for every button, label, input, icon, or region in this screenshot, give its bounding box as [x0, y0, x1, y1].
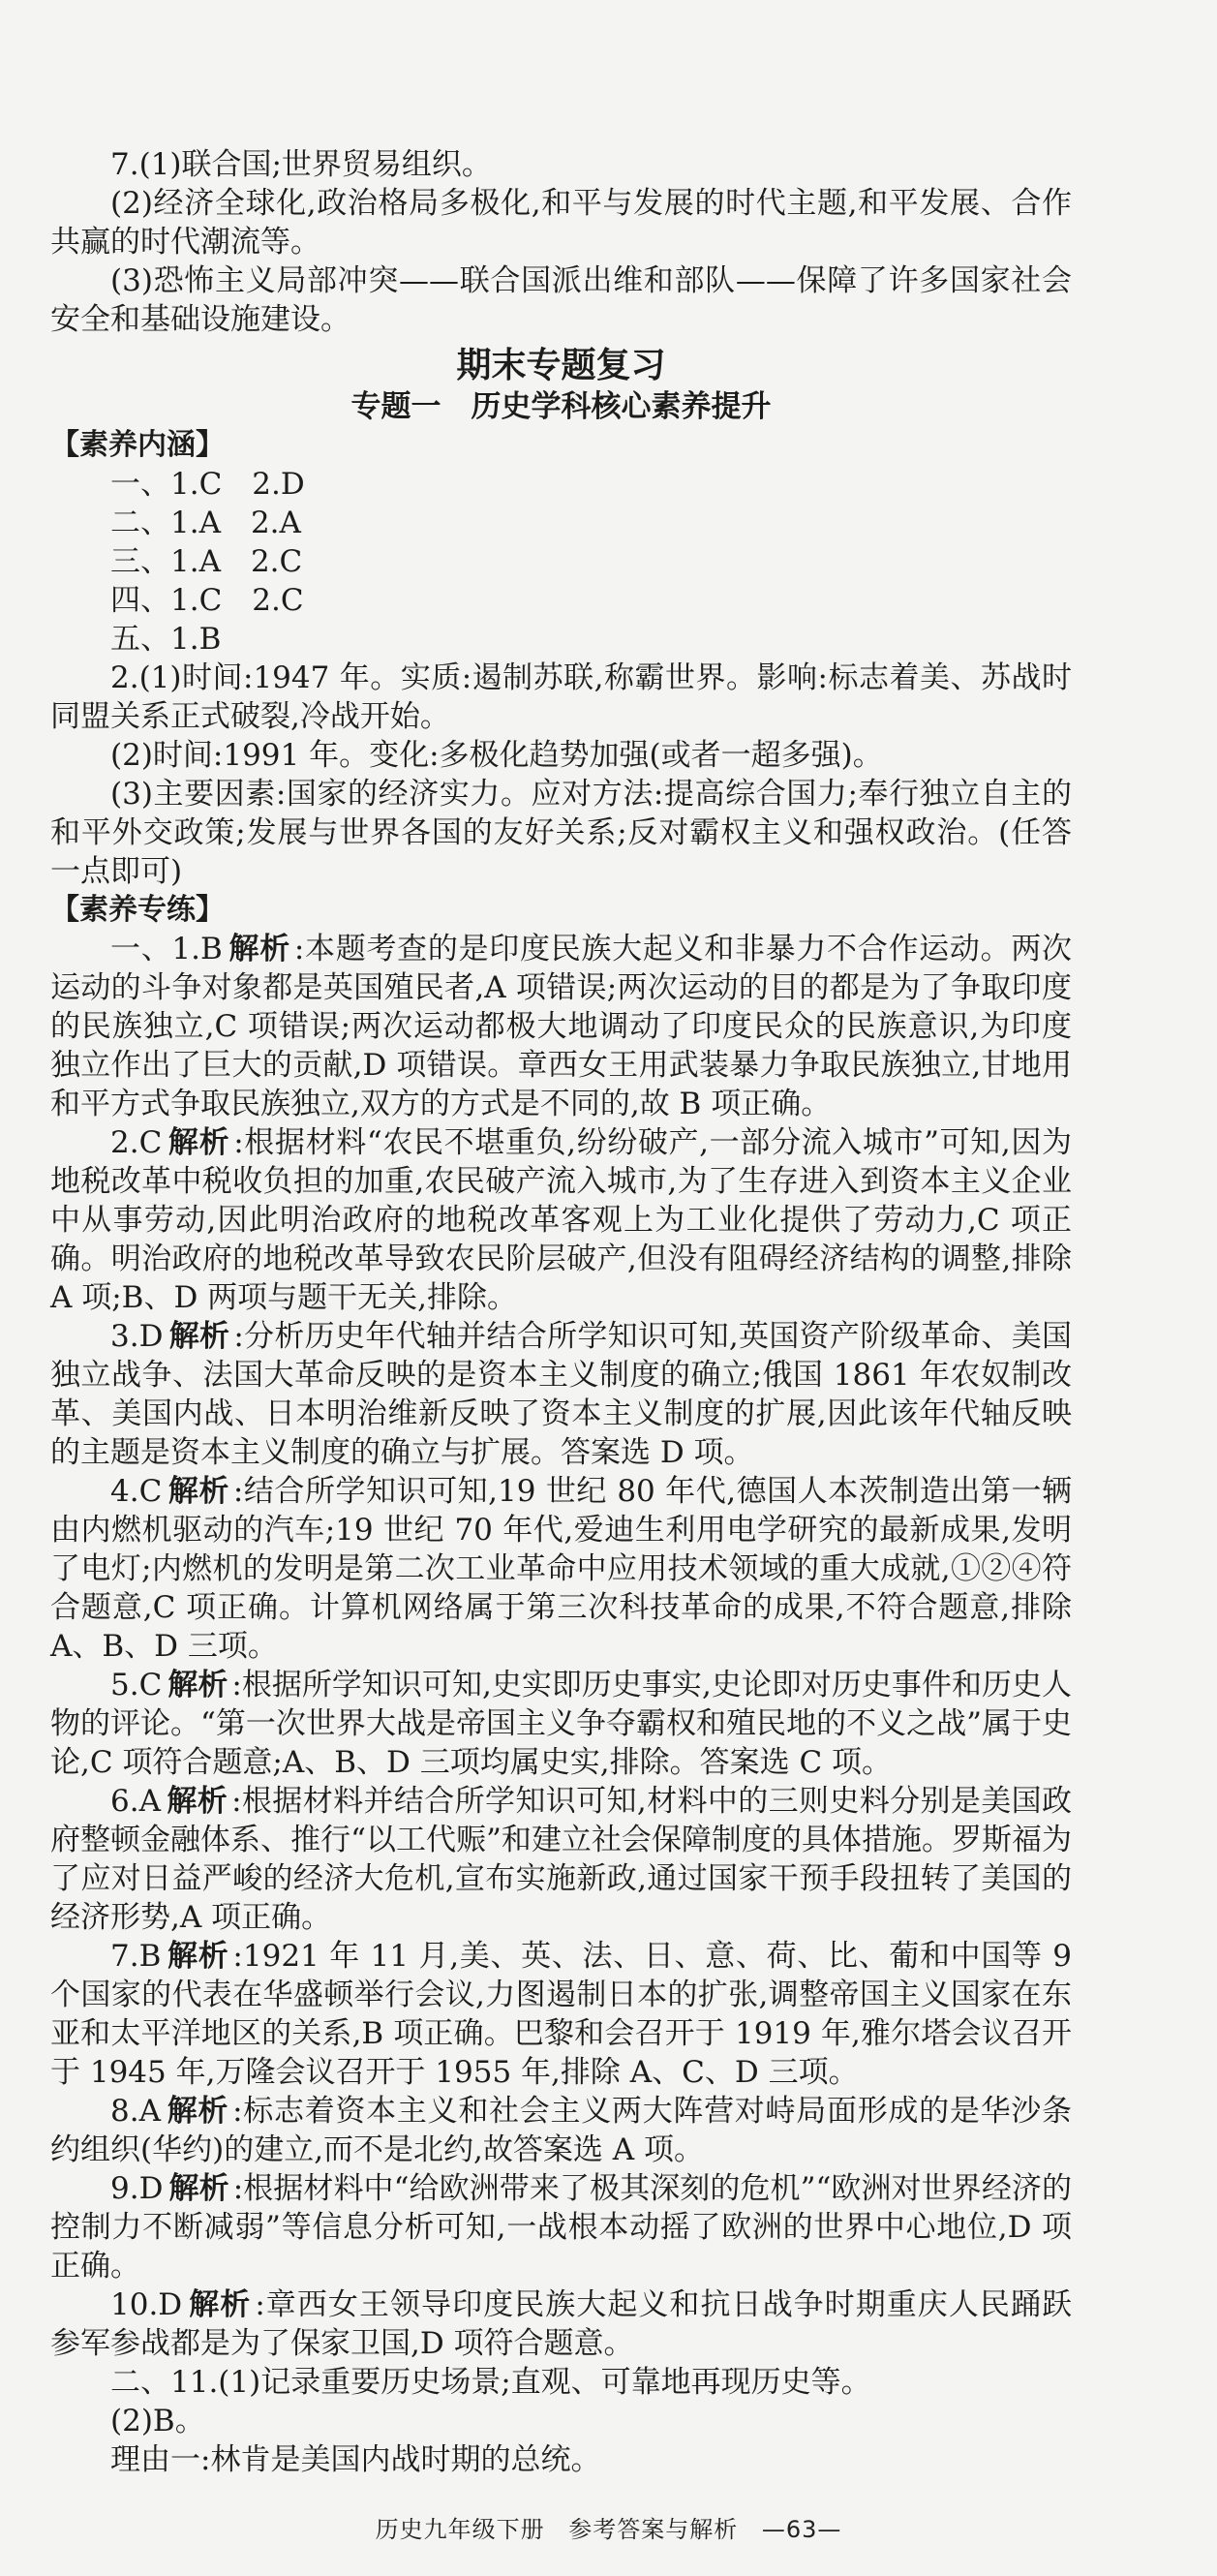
analysis-keyword: 解析: [168, 2171, 229, 2206]
answer-11-2: (2)B。: [110, 2404, 205, 2438]
analysis-keyword: 解析: [168, 1319, 230, 1354]
item-explanation: :章西女王领导印度民族大起义和抗日战争时期重庆人民踊跃参军参战都是为了保家卫国,D 项符合题意。: [50, 2287, 1073, 2361]
practice-item: [50, 1937, 1072, 2092]
analysis-keyword: 解析: [167, 1474, 229, 1509]
answer-11-1: 二、11.(1)记录重要历史场景;直观、可靠地再现历史等。: [110, 2365, 871, 2400]
item-explanation: :分析历史年代轴并结合所学知识可知,英国资产阶级革命、美国独立战争、法国大革命反映的是资本主义制度的确立;俄国 1861 年农奴制改革、美国内战、日本明治维新反映了资本主义制度的扩展,因此该年代轴反映的主题是资本主义制度的确立与扩展。答案选 D 项。: [50, 1319, 1073, 1470]
analysis-keyword: 解析: [166, 2094, 229, 2129]
choice-answer-row: 二、1.A 2.A: [110, 506, 301, 540]
item-number: 一、1.B: [110, 932, 223, 966]
item-number: 6.A: [110, 1784, 161, 1819]
item-explanation: :根据材料并结合所学知识可知,材料中的三则史料分别是美国政府整顿金融体系、推行“以工代赈”和建立社会保障制度的具体措施。罗斯福为了应对日益严峻的经济大危机,宣布实施新政,通过国家干预手段扭转了美国的经济形势,A 项正确。: [50, 1784, 1073, 1935]
page-subtitle: 专题一 历史学科核心素养提升: [350, 389, 772, 424]
practice-item: [50, 2169, 1072, 2285]
practice-answers: [50, 930, 1072, 2363]
item-number: 8.A: [110, 2094, 161, 2129]
section-label-connotation: 【素养内涵】: [50, 428, 225, 462]
practice-item: [50, 1317, 1072, 1472]
item-number: 3.D: [110, 1319, 164, 1354]
footer-section-title: 参考答案与解析: [568, 2516, 739, 2543]
section-label-practice: 【素养专练】: [50, 893, 225, 927]
answer-7-1: 7.(1)联合国;世界贸易组织。: [110, 147, 492, 182]
item-number: 7.B: [110, 1939, 162, 1974]
analysis-keyword: 解析: [228, 932, 290, 966]
practice-item: [50, 1123, 1072, 1317]
analysis-keyword: 解析: [166, 1784, 228, 1819]
item-explanation: :标志着资本主义和社会主义两大阵营对峙局面形成的是华沙条约组织(华约)的建立,而不是北约,故答案选 A 项。: [50, 2094, 1073, 2167]
practice-item: [50, 1782, 1072, 1937]
practice-item: [50, 2285, 1072, 2363]
choice-answer-row: 三、1.A 2.C: [110, 544, 303, 579]
practice-item: [50, 2092, 1072, 2169]
item-explanation: :本题考查的是印度民族大起义和非暴力不合作运动。两次运动的斗争对象都是英国殖民者,A 项错误;两次运动的目的都是为了争取印度的民族独立,C 项错误;两次运动都极大地调动了印度民众的民族意识,为印度独立作出了巨大的贡献,D 项错误。章西女王用武装暴力争取民族独立,甘地用和平方式争取民族独立,双方的方式是不同的,故 B 项正确。: [50, 932, 1073, 1121]
answer-2-3: (3)主要因素:国家的经济实力。应对方法:提高综合国力;奉行独立自主的和平外交政策;发展与世界各国的友好关系;反对霸权主义和强权政治。(任答一点即可): [50, 777, 1072, 889]
item-number: 5.C: [110, 1668, 163, 1702]
choice-answer-row: 一、1.C 2.D: [110, 467, 305, 502]
answer-7-2: (2)经济全球化,政治格局多极化,和平与发展的时代主题,和平发展、合作共赢的时代潮流等。: [50, 186, 1072, 260]
item-explanation: :根据材料中“给欧洲带来了极其深刻的危机”“欧洲对世界经济的控制力不断减弱”等信息分析可知,一战根本动摇了欧洲的世界中心地位,D 项正确。: [50, 2171, 1072, 2284]
page-title: 期末专题复习: [456, 346, 666, 385]
answer-2-1: 2.(1)时间:1947 年。实质:遏制苏联,称霸世界。影响:标志着美、苏战时同盟关系正式破裂,冷战开始。: [50, 660, 1072, 734]
answer-7-3: (3)恐怖主义局部冲突——联合国派出维和部队——保障了许多国家社会安全和基础设施建设。: [50, 263, 1072, 337]
item-number: 4.C: [110, 1474, 163, 1509]
analysis-keyword: 解析: [167, 1668, 228, 1702]
item-number: 2.C: [110, 1125, 163, 1160]
practice-item: [50, 1472, 1072, 1666]
page-number: —63—: [761, 2516, 842, 2543]
item-explanation: :1921 年 11 月,美、英、法、日、意、荷、比、葡和中国等 9 个国家的代表在华盛顿举行会议,力图遏制日本的扩张,调整帝国主义国家在东亚和太平洋地区的关系,B 项正确。巴黎和会召开于 1919 年,雅尔塔会议召开于 1945 年,万隆会议召开于 1955 年,排除 A、C、D 三项。: [50, 1939, 1073, 2090]
footer-book-title: 历史九年级下册: [375, 2516, 545, 2543]
choice-answer-row: 五、1.B: [110, 622, 222, 657]
practice-item: [50, 930, 1072, 1123]
analysis-keyword: 解析: [188, 2287, 252, 2322]
answer-11-reason: 理由一:林肯是美国内战时期的总统。: [110, 2442, 601, 2477]
answer-2-2: (2)时间:1991 年。变化:多极化趋势加强(或者一超多强)。: [110, 738, 883, 773]
choice-answer-row: 四、1.C 2.C: [110, 583, 304, 618]
choice-answers-list: [50, 465, 1072, 659]
item-number: 10.D: [110, 2287, 183, 2322]
item-explanation: :结合所学知识可知,19 世纪 80 年代,德国人本茨制造出第一辆由内燃机驱动的汽车;19 世纪 70 年代,爱迪生利用电学研究的最新成果,发明了电灯;内燃机的发明是第二次工业革命中应用技术领域的重大成就,①②④符合题意,C 项正确。计算机网络属于第三次科技革命的成果,不符合题意,排除 A、B、D 三项。: [50, 1474, 1072, 1664]
page-footer: [0, 2510, 1217, 2544]
item-explanation: :根据材料“农民不堪重负,纷纷破产,一部分流入城市”可知,因为地税改革中税收负担的加重,农民破产流入城市,为了生存进入到资本主义企业中从事劳动,因此明治政府的地税改革客观上为工业化提供了劳动力,C 项正确。明治政府的地税改革导致农民阶层破产,但没有阻碍经济结构的调整,排除 A 项;B、D 两项与题干无关,排除。: [50, 1125, 1073, 1315]
item-number: 9.D: [110, 2171, 164, 2206]
practice-item: [50, 1666, 1072, 1782]
item-explanation: :根据所学知识可知,史实即历史事实,史论即对历史事件和历史人物的评论。“第一次世界大战是帝国主义争夺霸权和殖民地的不义之战”属于史论,C 项符合题意;A、B、D 三项均属史实,排除。答案选 C 项。: [50, 1668, 1073, 1780]
analysis-keyword: 解析: [167, 1939, 229, 1974]
analysis-keyword: 解析: [167, 1125, 230, 1160]
